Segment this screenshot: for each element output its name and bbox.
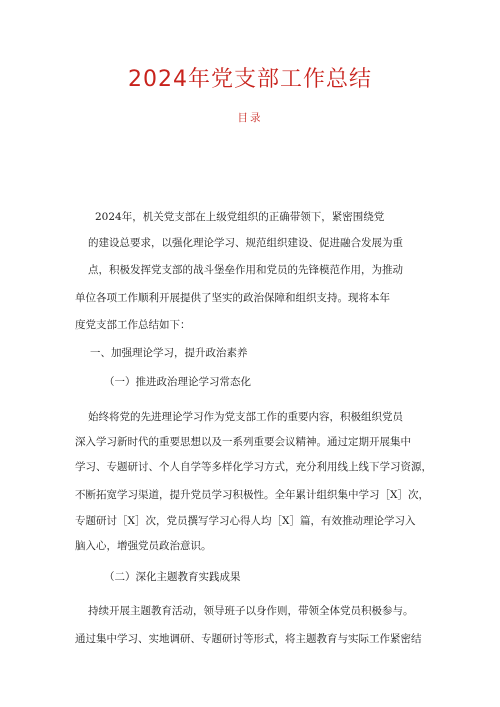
document-title: 2024年党支部工作总结 <box>128 67 372 92</box>
intro-line: 2024年，机关党支部在上级党组织的正确带领下，紧密围绕党 <box>95 211 385 223</box>
intro-line: 单位各项工作顺利开展提供了坚实的政治保障和组织支持。现将本年 <box>75 292 390 304</box>
body-line: 持续开展主题教育活动，领导班子以身作则，带领全体党员积极参与。 <box>88 605 414 617</box>
body-line: 深入学习新时代的重要思想以及一系列重要会议精神。通过定期开展集中 <box>75 436 411 448</box>
body-line: 脑入心，增强党员政治意识。 <box>75 540 212 552</box>
intro-line: 点，积极发挥党支部的战斗堡垒作用和党员的先锋模范作用，为推动 <box>88 264 403 276</box>
intro-line: 度党支部工作总结如下： <box>75 319 191 331</box>
toc-heading: 目录 <box>237 112 263 124</box>
body-line: 学习、专题研讨、个人自学等多样化学习方式，充分利用线上线下学习资源， <box>75 461 432 473</box>
body-line: 不断拓宽学习渠道，提升党员学习积极性。全年累计组织集中学习［X］次， <box>75 489 429 501</box>
subsection-heading: （一）推进政治理论学习常态化 <box>104 376 251 388</box>
section-heading: 一、加强理论学习，提升政治素养 <box>90 347 248 359</box>
subsection-heading: （二）深化主题教育实践成果 <box>104 571 241 583</box>
intro-line: 的建设总要求，以强化理论学习、规范组织建设、促进融合发展为重 <box>88 237 403 249</box>
body-line: 通过集中学习、实地调研、专题研讨等形式，将主题教育与实际工作紧密结 <box>75 633 422 645</box>
body-line: 始终将党的先进理论学习作为党支部工作的重要内容，积极组织党员 <box>88 411 403 423</box>
body-line: 专题研讨［X］次，党员撰写学习心得人均［X］篇，有效推动理论学习入 <box>75 515 416 527</box>
